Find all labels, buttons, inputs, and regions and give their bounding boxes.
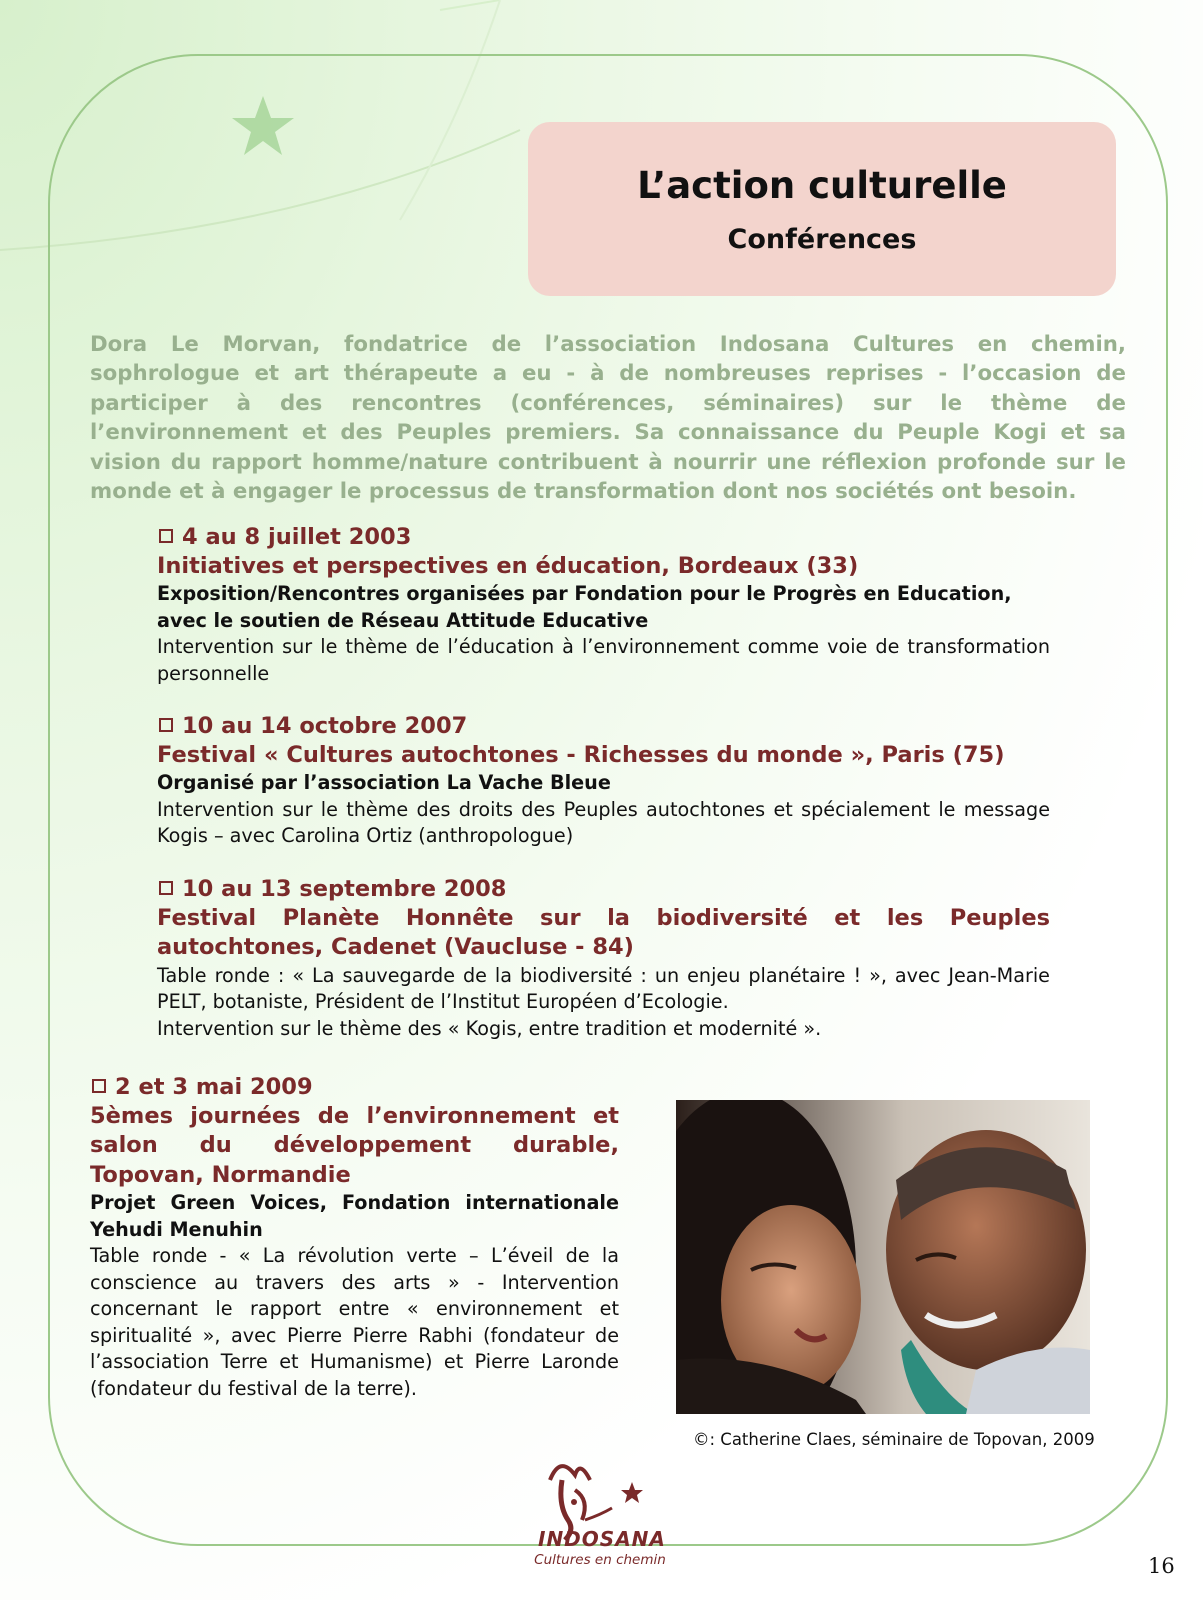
event-date: 10 au 14 octobre 2007 <box>182 713 468 739</box>
event-item <box>157 874 1050 1042</box>
event-date-row <box>157 874 1050 904</box>
event-organizer: Exposition/Rencontres organisées par Fondation pour le Progrès en Education, avec le soutien de Réseau Attitude Educative <box>157 582 1012 632</box>
checkbox-icon <box>159 718 173 732</box>
event-title: 5èmes journées de l’environnement et salon du développement durable, Topovan, Normandie <box>90 1103 619 1188</box>
page-title: L’action culturelle <box>637 164 1007 207</box>
event-title: Festival Planète Honnête sur la biodiversité et les Peuples autochtones, Cadenet (Vaucluse - 84) <box>157 905 1050 961</box>
event-date: 10 au 13 septembre 2008 <box>182 876 507 902</box>
checkbox-icon <box>159 529 173 543</box>
checkbox-icon <box>92 1079 106 1093</box>
event-description: Intervention sur le thème des droits des Peuples autochtones et spécialement le message Kogis – avec Carolina Ortiz (anthropologue) <box>157 797 1050 848</box>
title-box <box>528 122 1116 296</box>
logo-name: INDOSANA <box>538 1527 666 1551</box>
event-date-row <box>157 711 1050 741</box>
event-date: 4 au 8 juillet 2003 <box>182 524 412 550</box>
photo-caption: ©: Catherine Claes, séminaire de Topovan, 2009 <box>693 1430 1095 1449</box>
logo-tagline: Cultures en chemin <box>534 1552 666 1568</box>
event-date-row <box>157 522 1050 552</box>
event-photo <box>676 1100 1090 1414</box>
event-organizer: Organisé par l’association La Vache Bleue <box>157 771 611 795</box>
event-description: Table ronde : « La sauvegarde de la biodiversité : un enjeu planétaire ! », avec Jean-Marie PELT, botaniste, Président de l’Institut Européen d’Ecologie. <box>157 963 1050 1014</box>
event-title: Initiatives et perspectives en éducation, Bordeaux (33) <box>157 553 859 579</box>
event-description: Table ronde - « La révolution verte – L’éveil de la conscience au travers des arts » - Intervention concernant le rapport entre « environnement et spiritualité », avec Pierre Pierre Rabhi (fondateur de l’association Terre et Humanisme) et Pierre Laronde (fondateur du festival de la terre). <box>90 1244 619 1400</box>
event-description: Intervention sur le thème de l’éducation à l’environnement comme voie de transformation personnelle <box>157 635 1050 685</box>
event-date-row <box>90 1072 619 1102</box>
event-title: Festival « Cultures autochtones - Richesses du monde », Paris (75) <box>157 742 1005 768</box>
photo-illustration <box>676 1100 1090 1414</box>
intro-paragraph: Dora Le Morvan, fondatrice de l’association Indosana Cultures en chemin, sophrologue et art thérapeute a eu - à de nombreuses reprises - l’occasion de participer à des rencontres (conférences, séminaires) sur le thème de l’environnement et des Peuples premiers. Sa connaissance du Peuple Kogi et sa vision du rapport homme/nature contribuent à nourrir une réflexion profonde sur le monde et à engager le processus de transformation dont nos sociétés ont besoin. <box>90 332 1126 505</box>
checkbox-icon <box>159 881 173 895</box>
event-description-secondary: Intervention sur le thème des « Kogis, entre tradition et modernité ». <box>157 1016 822 1040</box>
event-item <box>157 711 1050 850</box>
page-number: 16 <box>1148 1554 1175 1578</box>
event-item <box>157 522 1050 687</box>
page-subtitle: Conférences <box>727 224 917 255</box>
event-date: 2 et 3 mai 2009 <box>115 1074 313 1100</box>
event-organizer: Projet Green Voices, Fondation internationale Yehudi Menuhin <box>90 1191 619 1241</box>
event-item <box>90 1072 619 1402</box>
